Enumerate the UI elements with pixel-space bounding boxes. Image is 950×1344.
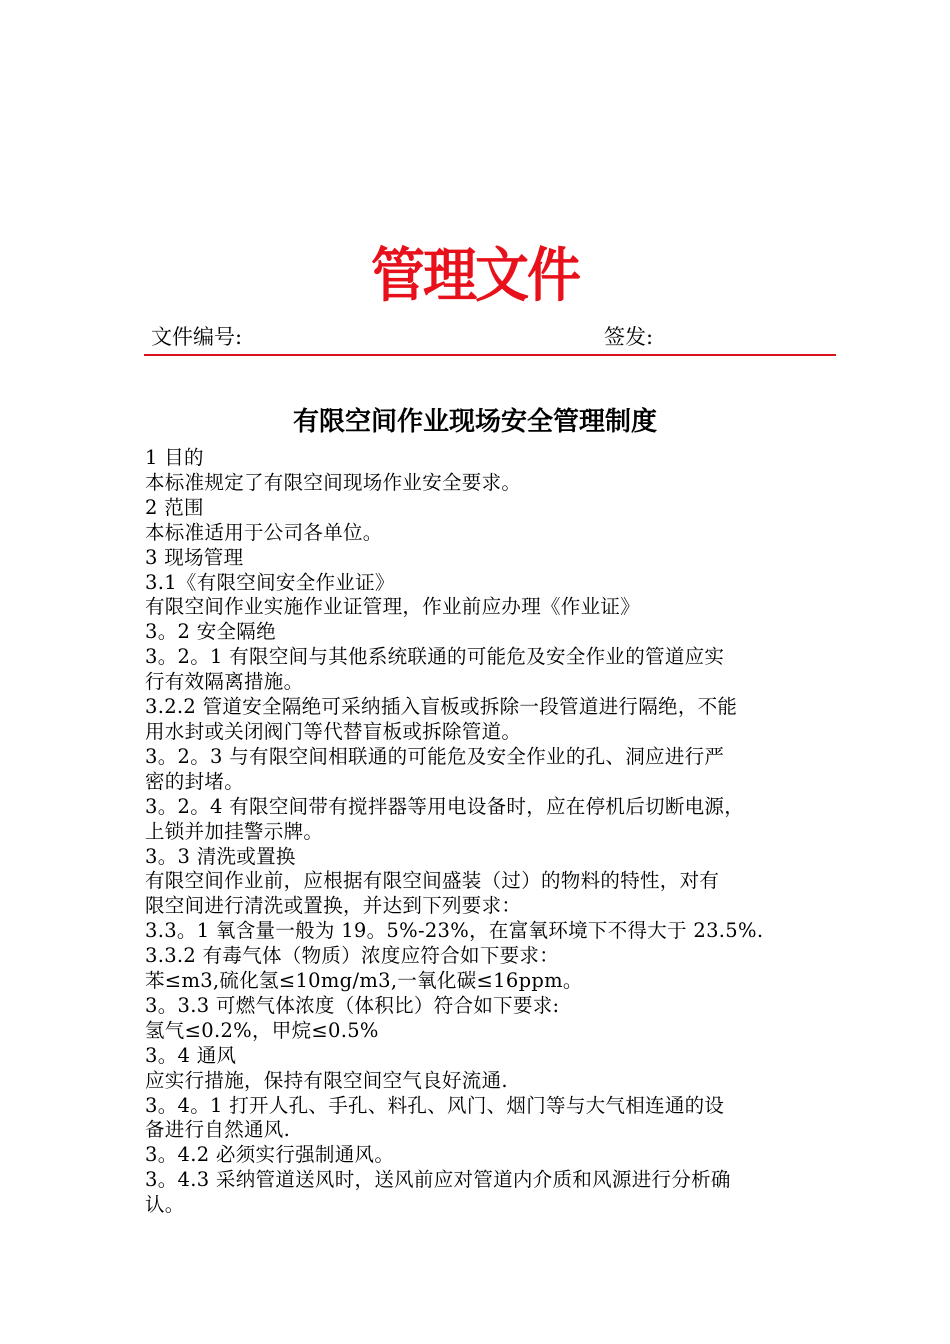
body-line: 本标准规定了有限空间现场作业安全要求。 [145, 470, 522, 494]
header-title: 管理文件 [371, 241, 579, 310]
body-line: 3.3。1 氧含量一般为 19。5%-23%，在富氧环境下不得大于 23.5%. [145, 919, 764, 943]
body-line: 限空间进行清洗或置换，并达到下列要求： [145, 894, 522, 918]
body-line: 3。3 清洗或置换 [145, 844, 296, 868]
body-line: 3.1《有限空间安全作业证》 [145, 570, 395, 594]
body-line: 3。2 安全隔绝 [145, 620, 276, 644]
body-line: 3.3.2 有毒气体（物质）浓度应符合如下要求： [145, 944, 560, 968]
body-line: 本标准适用于公司各单位。 [145, 520, 383, 544]
body-line: 行有效隔离措施。 [145, 670, 304, 694]
document-meta-row [146, 322, 836, 352]
body-line: 认。 [145, 1193, 185, 1217]
body-line: 3。4.3 采纳管道送风时，送风前应对管道内介质和风源进行分析确 [145, 1168, 731, 1192]
body-line: 3。4。1 打开人孔、手孔、料孔、风门、烟门等与大气相连通的设 [145, 1093, 725, 1117]
body-line: 氢气≤0.2%，甲烷≤0.5% [145, 1018, 379, 1042]
body-line: 备进行自然通风. [145, 1118, 291, 1142]
document-number-label: 文件编号: [151, 325, 243, 349]
body-line: 应实行措施，保持有限空间空气良好流通. [145, 1068, 508, 1092]
body-line: 1 目的 [145, 446, 204, 469]
body-line: 3 现场管理 [145, 545, 244, 569]
body-line: 3。2。3 与有限空间相联通的可能危及安全作业的孔、洞应进行严 [145, 744, 725, 768]
body-line: 3。4.2 必须实行强制通风。 [145, 1143, 395, 1167]
header-divider [144, 354, 836, 356]
body-line: 用水封或关闭阀门等代替盲板或拆除管道。 [145, 719, 522, 743]
body-line: 上锁并加挂警示牌。 [145, 819, 324, 843]
document-title: 有限空间作业现场安全管理制度 [292, 407, 657, 437]
signoff-label: 签发: [604, 325, 654, 349]
document-body [145, 446, 830, 1218]
body-line: 有限空间作业实施作业证管理，作业前应办理《作业证》 [145, 595, 641, 619]
body-line: 苯≤m3,硫化氢≤10mg/m3,一氧化碳≤16ppm。 [145, 969, 583, 993]
body-line: 3.2.2 管道安全隔绝可采纳插入盲板或拆除一段管道进行隔绝，不能 [145, 695, 738, 719]
body-line: 3。2。4 有限空间带有搅拌器等用电设备时，应在停机后切断电源， [145, 794, 745, 818]
body-line: 2 范围 [145, 495, 204, 519]
body-line: 3。3.3 可燃气体浓度（体积比）符合如下要求: [145, 993, 560, 1017]
body-line: 密的封堵。 [145, 769, 245, 793]
body-line: 3。2。1 有限空间与其他系统联通的可能危及安全作业的管道应实 [145, 645, 725, 669]
body-line: 3。4 通风 [145, 1043, 237, 1067]
body-line: 有限空间作业前，应根据有限空间盛装（过）的物料的特性，对有 [145, 869, 720, 893]
